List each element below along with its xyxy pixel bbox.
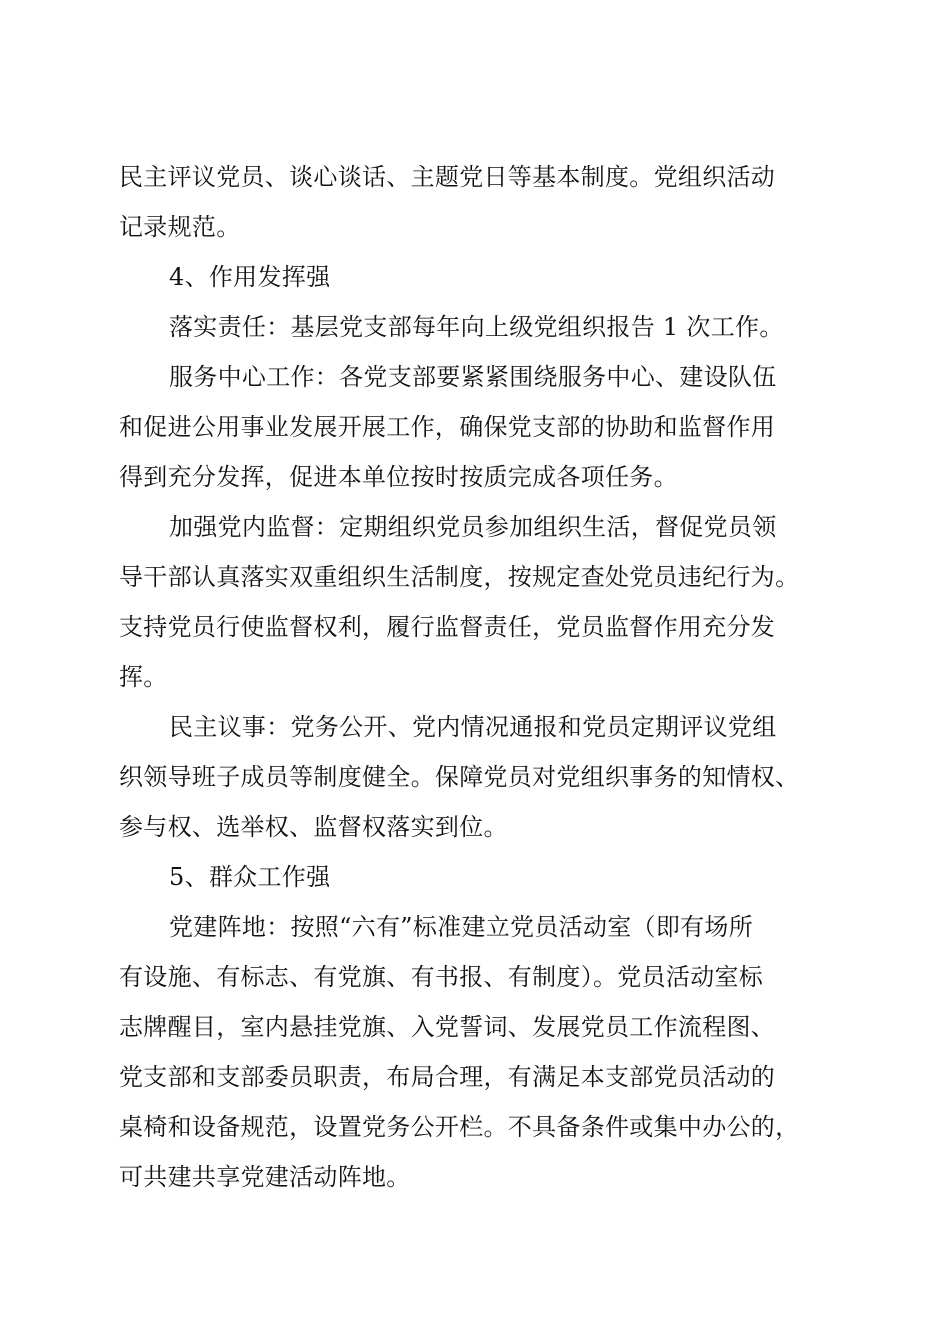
text-line: 志牌醒目，室内悬挂党旗、入党誓词、发展党员工作流程图、: [119, 1013, 776, 1041]
text-line: 加强党内监督：定期组织党员参加组织生活，督促党员领: [169, 513, 777, 541]
text-line: 民主评议党员、谈心谈话、主题党日等基本制度。党组织活动: [119, 163, 776, 191]
text-line: 有设施、有标志、有党旗、有书报、有制度）。党员活动室标: [119, 963, 764, 991]
text-line: 和促进公用事业发展开展工作，确保党支部的协助和监督作用: [119, 413, 776, 441]
text-line: 挥。: [119, 663, 168, 691]
text-line: 记录规范。: [119, 213, 241, 241]
text-line: 参与权、选举权、监督权落实到位。: [119, 813, 508, 841]
text-line: 支持党员行使监督权利，履行监督责任，党员监督作用充分发: [119, 613, 776, 641]
text-line: 织领导班子成员等制度健全。保障党员对党组织事务的知情权、: [119, 763, 800, 791]
section-heading: 5、群众工作强: [169, 863, 331, 891]
text-line: 桌椅和设备规范，设置党务公开栏。不具备条件或集中办公的，: [119, 1113, 800, 1141]
section-heading: 4、作用发挥强: [169, 263, 331, 291]
text-line: 服务中心工作：各党支部要紧紧围绕服务中心、建设队伍: [169, 363, 777, 391]
text-line: 落实责任：基层党支部每年向上级党组织报告 1 次工作。: [169, 313, 784, 341]
text-line: 民主议事：党务公开、党内情况通报和党员定期评议党组: [169, 713, 777, 741]
text-line: 导干部认真落实双重组织生活制度，按规定查处党员违纪行为。: [119, 563, 800, 591]
text-line: 得到充分发挥，促进本单位按时按质完成各项任务。: [119, 463, 678, 491]
text-line: 党建阵地：按照“六有”标准建立党员活动室（即有场所: [169, 913, 754, 941]
text-line: 可共建共享党建活动阵地。: [119, 1163, 411, 1191]
text-line: 党支部和支部委员职责，布局合理，有满足本支部党员活动的: [119, 1063, 776, 1091]
